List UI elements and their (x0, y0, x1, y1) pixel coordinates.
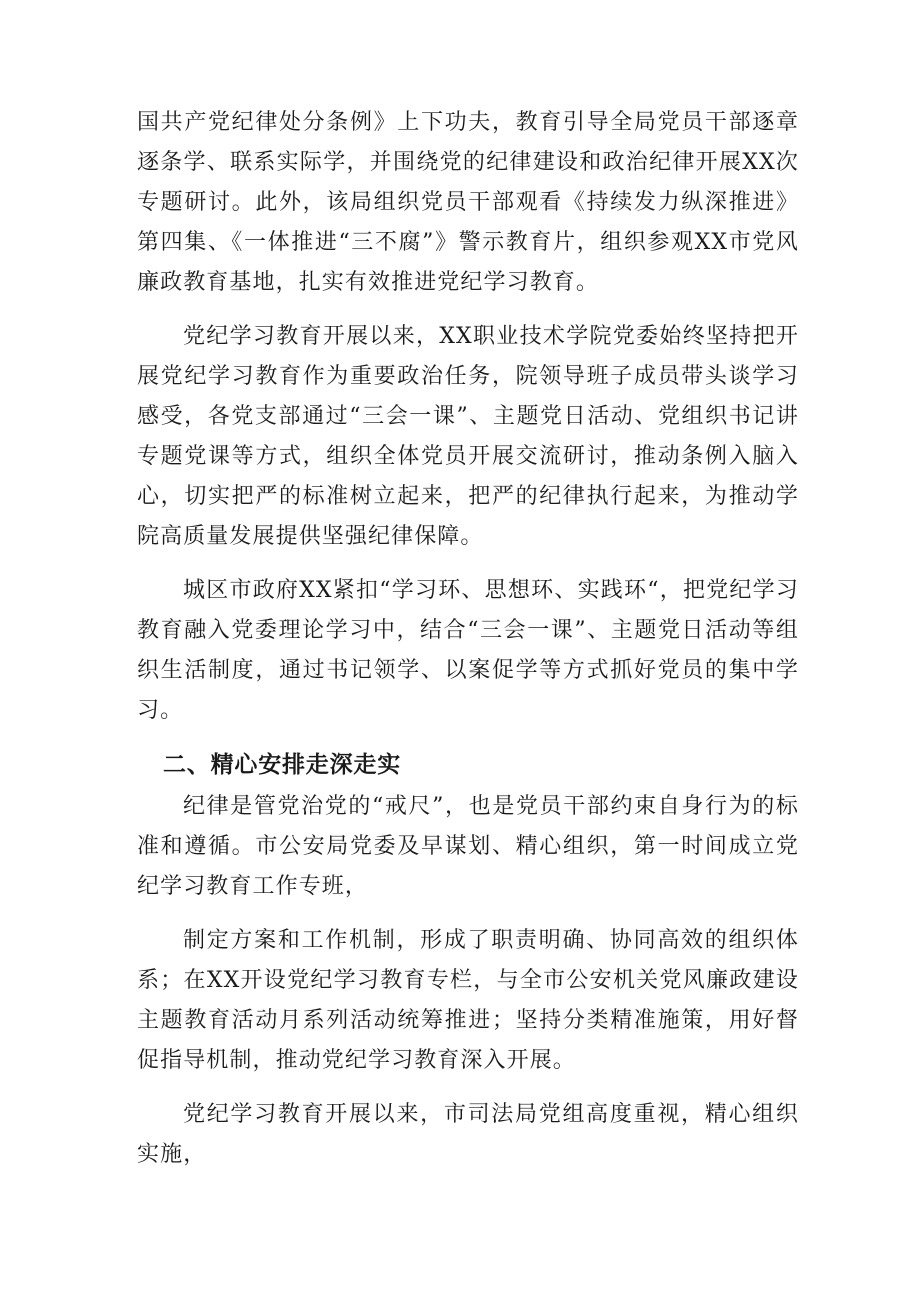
paragraph-2: 党纪学习教育开展以来，XX职业技术学院党委始终坚持把开展党纪学习教育作为重要政治任务，院领导班子成员带头谈学习感受，各党支部通过“三会一课”、主题党日活动、党组织书记讲专题党课等方式，组织全体党员开展交流研讨，推动条例入脑入心，切实把严的标准树立起来，把严的纪律执行起来，为推动学院高质量发展提供坚强纪律保障。 (137, 324, 799, 549)
paragraph-gap (137, 1081, 799, 1095)
paragraph-gap (137, 557, 799, 571)
paragraph-5: 制定方案和工作机制，形成了职责明确、协同高效的组织体系；在XX开设党纪学习教育专栏，与全市公安机关党风廉政建设主题教育活动月系列活动统筹推进；坚持分类精准施策，用好督促指导机制，推动党纪学习教育深入开展。 (137, 928, 799, 1073)
paragraph-gap (137, 907, 799, 921)
document-page (137, 103, 799, 1175)
paragraph-gap (137, 731, 799, 745)
paragraph-3: 城区市政府XX紧扣“学习环、思想环、实践环“，把党纪学习教育融入党委理论学习中，结合“三会一课”、主题党日活动等组织生活制度，通过书记领学、以案促学等方式抓好党员的集中学习。 (137, 578, 799, 723)
paragraph-gap (137, 303, 799, 317)
paragraph-1: 国共产党纪律处分条例》上下功夫，教育引导全局党员干部逐章逐条学、联系实际学，并围绕党的纪律建设和政治纪律开展XX次专题研讨。此外，该局组织党员干部观看《持续发力纵深推进》第四集、《一体推进“三不腐”》警示教育片，组织参观XX市党风廉政教育基地，扎实有效推进党纪学习教育。 (137, 110, 799, 295)
section-heading: 二、精心安排走深走实 (163, 752, 401, 778)
paragraph-6: 党纪学习教育开展以来，市司法局党组高度重视，精心组织实施， (137, 1102, 799, 1167)
paragraph-4: 纪律是管党治党的“戒尺”，也是党员干部约束自身行为的标准和遵循。市公安局党委及早谋划、精心组织，第一时间成立党纪学习教育工作专班， (137, 794, 799, 899)
